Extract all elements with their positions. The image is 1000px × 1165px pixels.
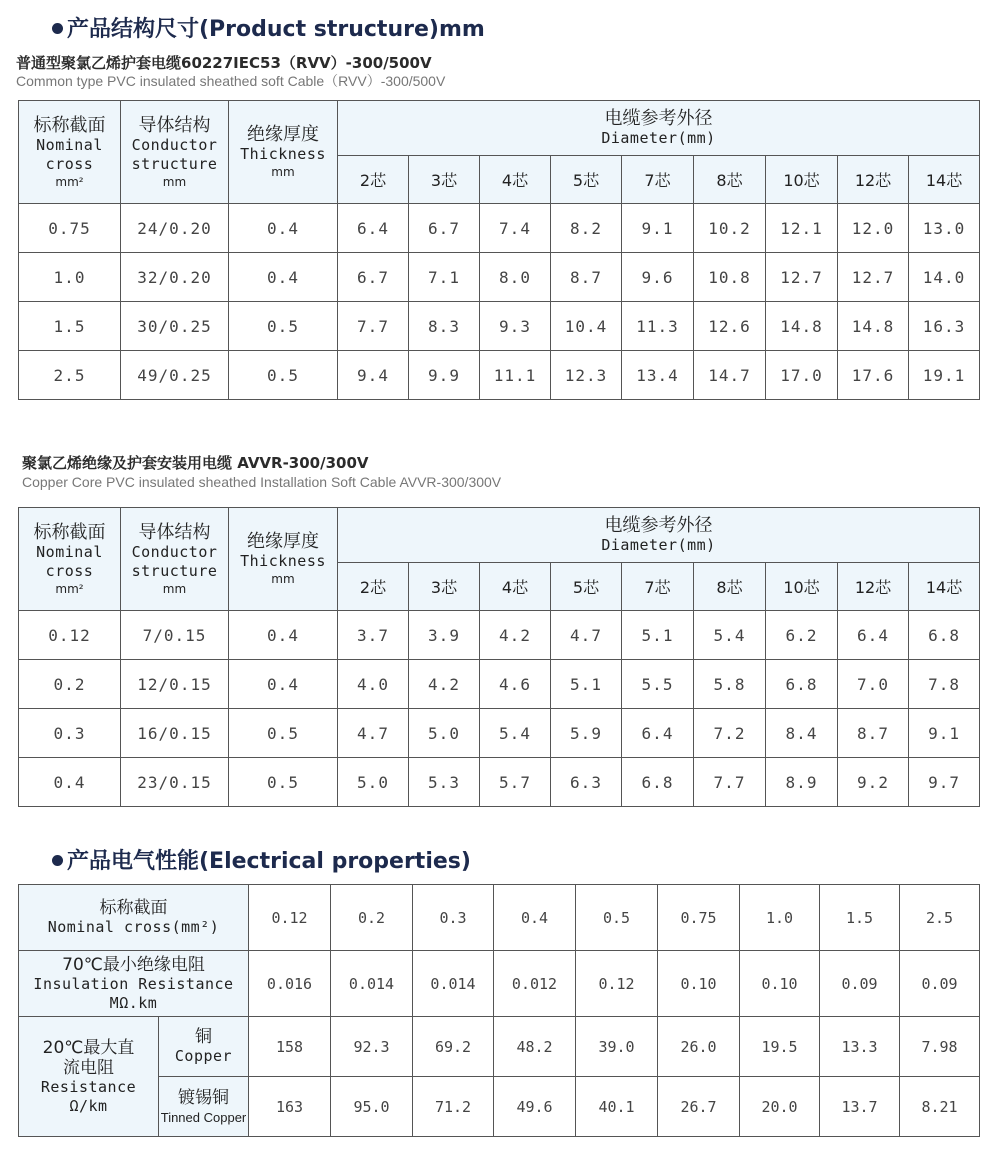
cell-tinned-copper-resistance: 95.0 (331, 1077, 413, 1137)
cell-thickness: 0.5 (229, 302, 338, 351)
header-diameter: 电缆参考外径 Diameter(mm) (338, 101, 980, 156)
header-core-count: 8芯 (694, 563, 766, 611)
cell-insulation-resistance: 0.10 (740, 951, 820, 1017)
cell-diameter: 5.8 (694, 660, 766, 709)
cell-nominal-cross: 0.3 (19, 709, 121, 758)
cell-nominal-cross: 0.75 (658, 885, 740, 951)
table-row (19, 709, 980, 758)
table2-body (19, 611, 980, 807)
cell-diameter: 4.2 (409, 660, 480, 709)
cell-thickness: 0.4 (229, 611, 338, 660)
cell-diameter: 5.9 (551, 709, 622, 758)
header-diameter: 电缆参考外径 Diameter(mm) (338, 508, 980, 563)
cell-diameter: 7.7 (338, 302, 409, 351)
header-nominal-cross: 标称截面 Nominal cross mm² (19, 508, 121, 611)
cell-conductor-structure: 23/0.15 (121, 758, 229, 807)
header-core-count: 2芯 (338, 563, 409, 611)
cell-diameter: 9.3 (480, 302, 551, 351)
cell-diameter: 7.1 (409, 253, 480, 302)
cell-conductor-structure: 16/0.15 (121, 709, 229, 758)
cell-tinned-copper-resistance: 26.7 (658, 1077, 740, 1137)
cell-insulation-resistance: 0.014 (331, 951, 413, 1017)
cell-diameter: 5.0 (338, 758, 409, 807)
cell-thickness: 0.4 (229, 253, 338, 302)
cell-diameter: 14.8 (838, 302, 909, 351)
structure-table-rvv (18, 100, 980, 400)
cell-diameter: 7.4 (480, 204, 551, 253)
cell-copper-resistance: 158 (249, 1017, 331, 1077)
cell-diameter: 8.2 (551, 204, 622, 253)
table-row (19, 758, 980, 807)
cell-diameter: 4.0 (338, 660, 409, 709)
header-thickness: 绝缘厚度 Thickness mm (229, 508, 338, 611)
cell-tinned-copper-resistance: 49.6 (494, 1077, 576, 1137)
cell-diameter: 19.1 (909, 351, 980, 400)
cell-nominal-cross: 0.12 (19, 611, 121, 660)
table-row (19, 660, 980, 709)
cell-diameter: 6.4 (838, 611, 909, 660)
cell-diameter: 10.2 (694, 204, 766, 253)
header-core-count: 3芯 (409, 563, 480, 611)
cell-nominal-cross: 0.2 (331, 885, 413, 951)
cell-tinned-copper-resistance: 163 (249, 1077, 331, 1137)
cell-diameter: 12.1 (766, 204, 838, 253)
header-core-count: 8芯 (694, 156, 766, 204)
cell-copper-resistance: 26.0 (658, 1017, 740, 1077)
cell-diameter: 6.8 (909, 611, 980, 660)
cell-nominal-cross: 0.5 (576, 885, 658, 951)
cell-diameter: 9.1 (622, 204, 694, 253)
cell-diameter: 6.7 (409, 204, 480, 253)
cell-nominal-cross: 0.3 (413, 885, 494, 951)
cell-diameter: 11.3 (622, 302, 694, 351)
header-core-count: 12芯 (838, 563, 909, 611)
cell-thickness: 0.5 (229, 709, 338, 758)
header-core-count: 10芯 (766, 156, 838, 204)
cell-copper-resistance: 92.3 (331, 1017, 413, 1077)
copper-label: 铜 Copper (159, 1017, 249, 1077)
header-core-count: 4芯 (480, 156, 551, 204)
cell-diameter: 6.8 (766, 660, 838, 709)
bullet-icon (52, 855, 63, 866)
cell-diameter: 6.8 (622, 758, 694, 807)
cell-diameter: 9.1 (909, 709, 980, 758)
cell-copper-resistance: 7.98 (900, 1017, 980, 1077)
cell-thickness: 0.5 (229, 351, 338, 400)
cell-diameter: 5.1 (551, 660, 622, 709)
cell-copper-resistance: 39.0 (576, 1017, 658, 1077)
cell-tinned-copper-resistance: 8.21 (900, 1077, 980, 1137)
cell-diameter: 10.8 (694, 253, 766, 302)
cell-insulation-resistance: 0.10 (658, 951, 740, 1017)
table1-body (19, 204, 980, 400)
cell-conductor-structure: 32/0.20 (121, 253, 229, 302)
cell-diameter: 9.2 (838, 758, 909, 807)
table1-title-cn: 普通型聚氯乙烯护套电缆60227IEC53（RVV）-300/500V (16, 54, 432, 72)
header-core-count: 3芯 (409, 156, 480, 204)
cell-diameter: 8.3 (409, 302, 480, 351)
cell-diameter: 6.3 (551, 758, 622, 807)
cell-diameter: 5.0 (409, 709, 480, 758)
cell-copper-resistance: 48.2 (494, 1017, 576, 1077)
cell-nominal-cross: 1.5 (820, 885, 900, 951)
dc-resistance-label: 20℃最大直 流电阻 Resistance Ω/km (19, 1017, 159, 1137)
structure-table-avvr (18, 507, 980, 807)
cell-copper-resistance: 69.2 (413, 1017, 494, 1077)
table1-title-en: Common type PVC insulated sheathed soft Cable（RVV）-300/500V (16, 73, 446, 89)
header-core-count: 12芯 (838, 156, 909, 204)
cell-tinned-copper-resistance: 40.1 (576, 1077, 658, 1137)
cell-diameter: 7.0 (838, 660, 909, 709)
cell-diameter: 9.7 (909, 758, 980, 807)
cell-tinned-copper-resistance: 71.2 (413, 1077, 494, 1137)
cell-diameter: 8.4 (766, 709, 838, 758)
cell-nominal-cross: 1.0 (19, 253, 121, 302)
table-row (19, 611, 980, 660)
cell-tinned-copper-resistance: 13.7 (820, 1077, 900, 1137)
cell-diameter: 6.2 (766, 611, 838, 660)
header-core-count: 2芯 (338, 156, 409, 204)
cell-conductor-structure: 30/0.25 (121, 302, 229, 351)
cell-nominal-cross: 0.12 (249, 885, 331, 951)
table-row (19, 204, 980, 253)
header-thickness: 绝缘厚度 Thickness mm (229, 101, 338, 204)
cell-nominal-cross: 2.5 (900, 885, 980, 951)
cell-diameter: 11.1 (480, 351, 551, 400)
cell-diameter: 14.8 (766, 302, 838, 351)
cell-diameter: 8.0 (480, 253, 551, 302)
header-core-count: 5芯 (551, 563, 622, 611)
cell-diameter: 5.4 (694, 611, 766, 660)
cell-diameter: 9.9 (409, 351, 480, 400)
cell-diameter: 6.7 (338, 253, 409, 302)
cell-diameter: 12.0 (838, 204, 909, 253)
cell-diameter: 13.0 (909, 204, 980, 253)
cell-copper-resistance: 19.5 (740, 1017, 820, 1077)
cell-diameter: 4.7 (551, 611, 622, 660)
cell-diameter: 7.8 (909, 660, 980, 709)
cell-insulation-resistance: 0.012 (494, 951, 576, 1017)
cell-thickness: 0.4 (229, 660, 338, 709)
cell-insulation-resistance: 0.016 (249, 951, 331, 1017)
cell-diameter: 5.3 (409, 758, 480, 807)
cell-diameter: 12.7 (766, 253, 838, 302)
header-nominal-cross: 标称截面 Nominal cross mm² (19, 101, 121, 204)
table-row (19, 351, 980, 400)
cell-conductor-structure: 49/0.25 (121, 351, 229, 400)
table-row (19, 253, 980, 302)
header-core-count: 14芯 (909, 563, 980, 611)
header-core-count: 7芯 (622, 563, 694, 611)
header-core-count: 10芯 (766, 563, 838, 611)
cell-diameter: 12.6 (694, 302, 766, 351)
cell-diameter: 3.9 (409, 611, 480, 660)
cell-diameter: 12.3 (551, 351, 622, 400)
section-title-structure: 产品结构尺寸(Product structure)mm (52, 12, 485, 43)
nominal-cross-label: 标称截面 Nominal cross(mm²) (19, 885, 249, 951)
cell-diameter: 14.0 (909, 253, 980, 302)
cell-diameter: 5.4 (480, 709, 551, 758)
cell-nominal-cross: 1.0 (740, 885, 820, 951)
header-core-count: 5芯 (551, 156, 622, 204)
cell-diameter: 12.7 (838, 253, 909, 302)
cell-insulation-resistance: 0.09 (820, 951, 900, 1017)
cell-diameter: 6.4 (622, 709, 694, 758)
header-conductor-structure: 导体结构 Conductor structure mm (121, 508, 229, 611)
cell-diameter: 8.7 (551, 253, 622, 302)
cell-diameter: 4.7 (338, 709, 409, 758)
cell-nominal-cross: 0.4 (494, 885, 576, 951)
cell-diameter: 4.2 (480, 611, 551, 660)
cell-thickness: 0.5 (229, 758, 338, 807)
header-core-count: 7芯 (622, 156, 694, 204)
cell-copper-resistance: 13.3 (820, 1017, 900, 1077)
electrical-properties-table (18, 884, 980, 1137)
cell-diameter: 5.5 (622, 660, 694, 709)
bullet-icon (52, 23, 63, 34)
cell-diameter: 5.1 (622, 611, 694, 660)
table2-title-en: Copper Core PVC insulated sheathed Installation Soft Cable AVVR-300/300V (22, 474, 502, 490)
header-conductor-structure: 导体结构 Conductor structure mm (121, 101, 229, 204)
cell-nominal-cross: 0.4 (19, 758, 121, 807)
cell-nominal-cross: 0.2 (19, 660, 121, 709)
cell-diameter: 7.7 (694, 758, 766, 807)
cell-conductor-structure: 24/0.20 (121, 204, 229, 253)
cell-diameter: 17.6 (838, 351, 909, 400)
cell-nominal-cross: 2.5 (19, 351, 121, 400)
cell-diameter: 4.6 (480, 660, 551, 709)
cell-diameter: 6.4 (338, 204, 409, 253)
insulation-resistance-label: 70℃最小绝缘电阻 Insulation Resistance MΩ.km (19, 951, 249, 1017)
cell-tinned-copper-resistance: 20.0 (740, 1077, 820, 1137)
cell-diameter: 14.7 (694, 351, 766, 400)
cell-diameter: 17.0 (766, 351, 838, 400)
cell-diameter: 9.4 (338, 351, 409, 400)
header-core-count: 14芯 (909, 156, 980, 204)
cell-conductor-structure: 12/0.15 (121, 660, 229, 709)
table-row (19, 302, 980, 351)
cell-insulation-resistance: 0.12 (576, 951, 658, 1017)
cell-nominal-cross: 1.5 (19, 302, 121, 351)
cell-diameter: 3.7 (338, 611, 409, 660)
cell-diameter: 9.6 (622, 253, 694, 302)
cell-diameter: 13.4 (622, 351, 694, 400)
cell-diameter: 8.7 (838, 709, 909, 758)
tinned-copper-label: 镀锡铜 Tinned Copper (159, 1077, 249, 1137)
header-core-count: 4芯 (480, 563, 551, 611)
cell-insulation-resistance: 0.09 (900, 951, 980, 1017)
cell-diameter: 16.3 (909, 302, 980, 351)
cell-diameter: 8.9 (766, 758, 838, 807)
cell-nominal-cross: 0.75 (19, 204, 121, 253)
cell-conductor-structure: 7/0.15 (121, 611, 229, 660)
cell-diameter: 5.7 (480, 758, 551, 807)
cell-insulation-resistance: 0.014 (413, 951, 494, 1017)
cell-thickness: 0.4 (229, 204, 338, 253)
table2-title-cn: 聚氯乙烯绝缘及护套安装用电缆 AVVR-300/300V (22, 454, 369, 472)
section-title-electrical: 产品电气性能(Electrical properties) (52, 844, 471, 875)
cell-diameter: 10.4 (551, 302, 622, 351)
cell-diameter: 7.2 (694, 709, 766, 758)
